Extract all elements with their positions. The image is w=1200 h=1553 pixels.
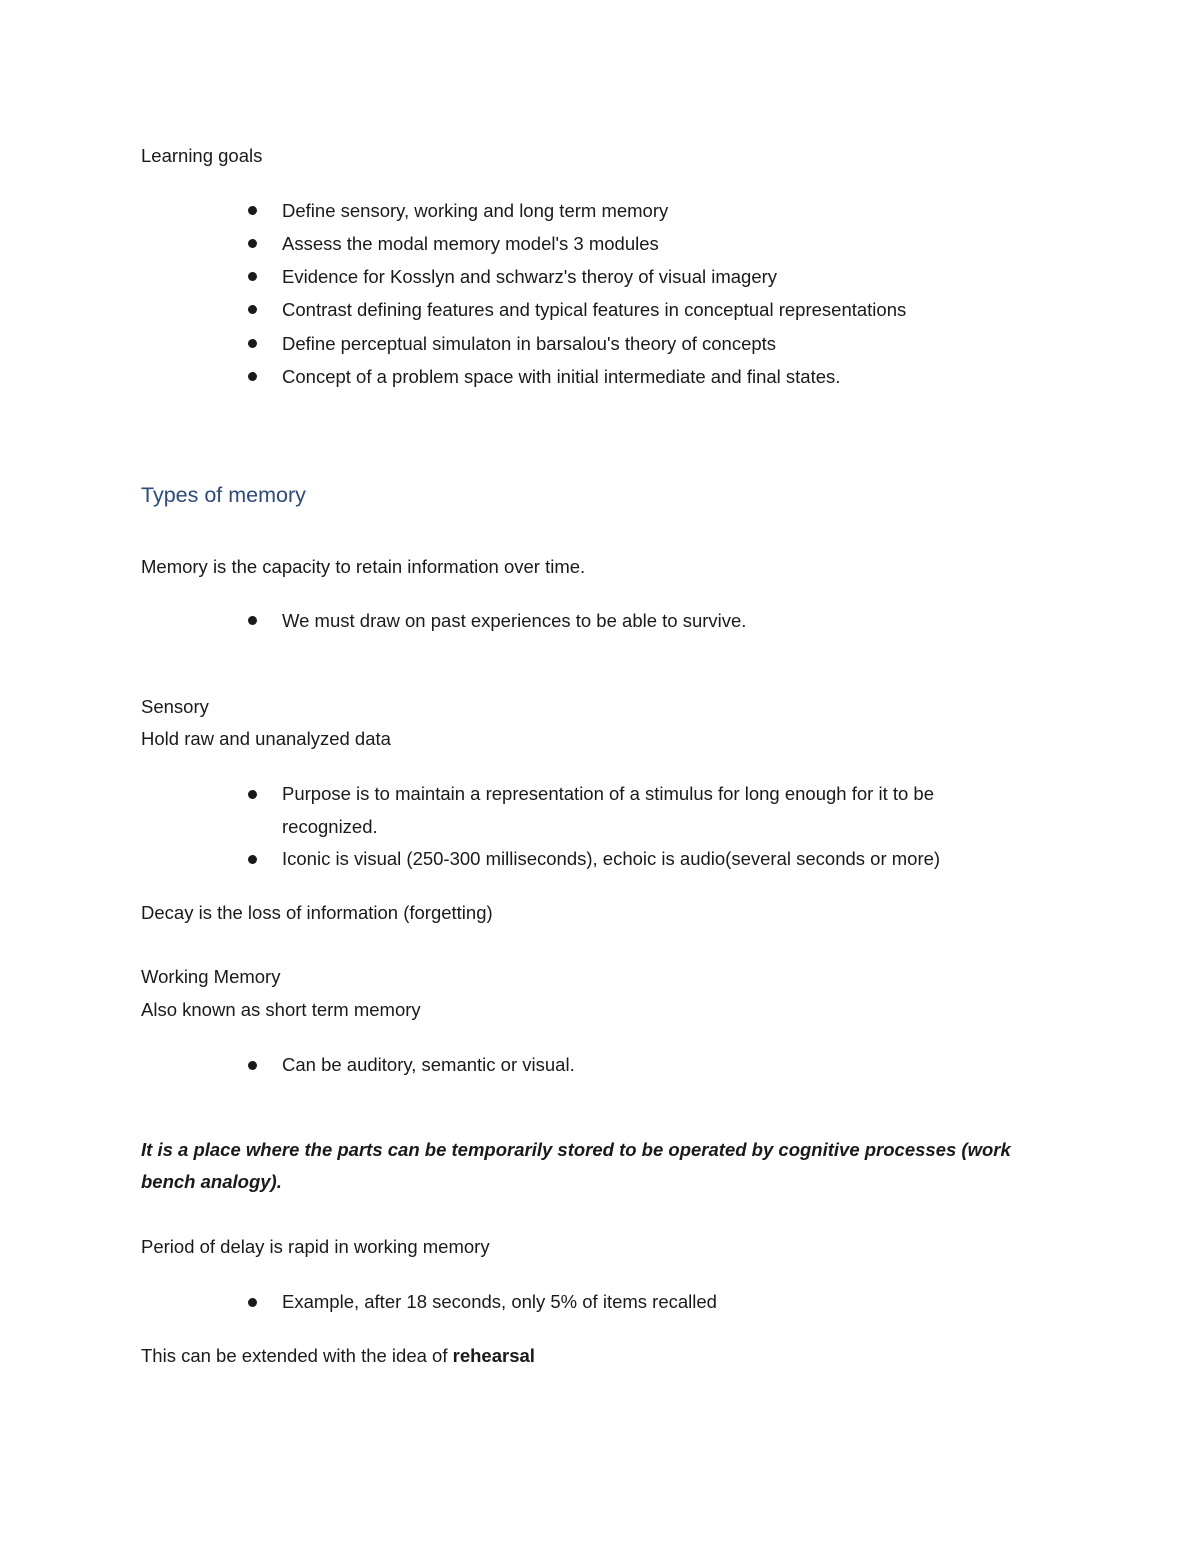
bullet-icon bbox=[248, 616, 257, 625]
extension-text bbox=[141, 1340, 535, 1372]
bullet-icon bbox=[248, 305, 257, 314]
delay-text: Period of delay is rapid in working memory bbox=[141, 1236, 490, 1257]
bullet-icon bbox=[248, 790, 257, 799]
emphasis-text: It is a place where the parts can be temporarily stored to be operated by cognitive processes (work bbox=[141, 1139, 1011, 1160]
rehearsal-term: rehearsal bbox=[452, 1345, 535, 1366]
bullet-icon bbox=[248, 339, 257, 348]
bullet-icon bbox=[248, 272, 257, 281]
learning-goal-item: Contrast defining features and typical features in conceptual representations bbox=[282, 299, 907, 320]
bullet-icon bbox=[248, 1298, 257, 1307]
working-memory-bullet: Can be auditory, semantic or visual. bbox=[282, 1054, 575, 1075]
learning-goals-title: Learning goals bbox=[141, 145, 263, 166]
extension-prefix: This can be extended with the idea of bbox=[141, 1345, 453, 1366]
learning-goal-item: Assess the modal memory model's 3 modules bbox=[282, 233, 659, 254]
sensory-bullet-continuation: recognized. bbox=[282, 816, 378, 837]
learning-goal-item: Define sensory, working and long term memory bbox=[282, 200, 669, 221]
bullet-icon bbox=[248, 239, 257, 248]
delay-bullet: Example, after 18 seconds, only 5% of items recalled bbox=[282, 1291, 717, 1312]
working-memory-subtitle: Also known as short term memory bbox=[141, 999, 421, 1020]
emphasis-text-continuation: bench analogy). bbox=[141, 1171, 282, 1192]
section-heading: Types of memory bbox=[141, 483, 306, 507]
learning-goal-item: Evidence for Kosslyn and schwarz's theroy of visual imagery bbox=[282, 266, 778, 287]
learning-goal-item: Define perceptual simulaton in barsalou's theory of concepts bbox=[282, 333, 777, 354]
sensory-bullet: Iconic is visual (250-300 milliseconds), echoic is audio(several seconds or more) bbox=[282, 848, 941, 869]
decay-definition: Decay is the loss of information (forgetting) bbox=[141, 902, 493, 923]
sensory-subtitle: Hold raw and unanalyzed data bbox=[141, 728, 391, 749]
bullet-icon bbox=[248, 855, 257, 864]
working-memory-title: Working Memory bbox=[141, 966, 281, 987]
bullet-icon bbox=[248, 206, 257, 215]
learning-goal-item: Concept of a problem space with initial intermediate and final states. bbox=[282, 366, 841, 387]
sensory-title: Sensory bbox=[141, 696, 209, 717]
bullet-icon bbox=[248, 372, 257, 381]
bullet-icon bbox=[248, 1061, 257, 1070]
memory-definition: Memory is the capacity to retain information over time. bbox=[141, 556, 586, 577]
definition-bullet: We must draw on past experiences to be able to survive. bbox=[282, 610, 747, 631]
sensory-bullet: Purpose is to maintain a representation of a stimulus for long enough for it to be bbox=[282, 783, 934, 804]
